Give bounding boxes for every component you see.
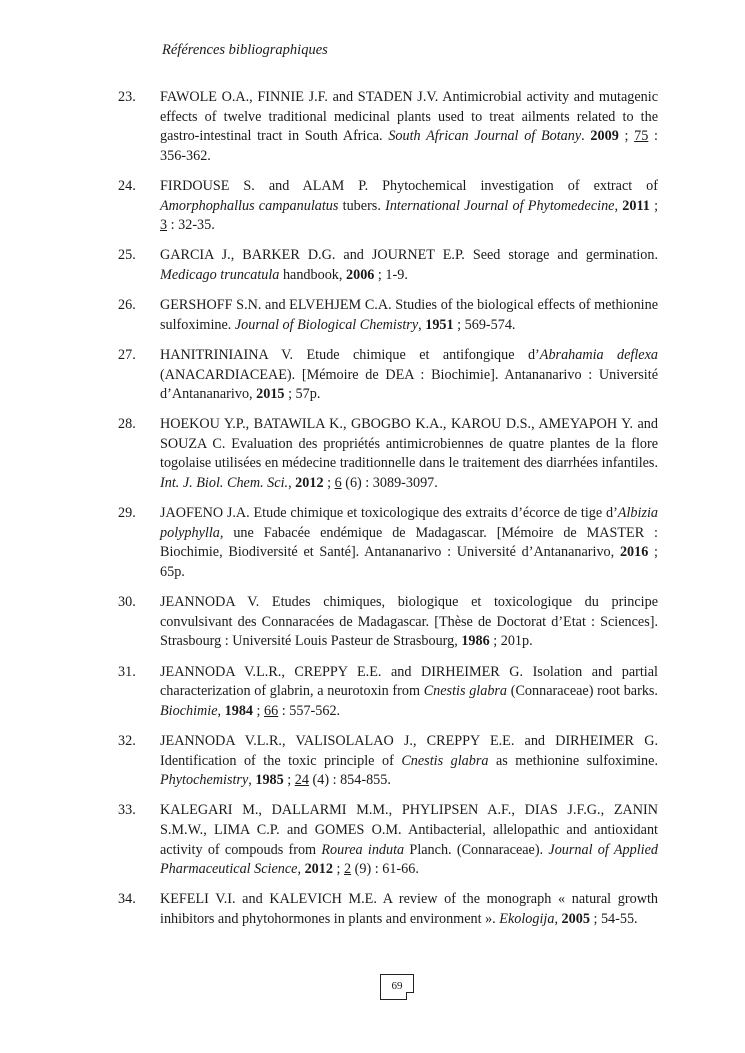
reference-number: 31. (118, 663, 136, 680)
reference-number: 27. (118, 346, 136, 363)
reference-text: , (418, 316, 426, 333)
reference-text: ; 54-55. (589, 910, 638, 927)
reference-italic-text: Journal of Applied Pharmaceutical Science (160, 841, 658, 878)
page-number-box (380, 974, 414, 1000)
reference-item (118, 593, 658, 652)
reference-text: KEFELI V.I. and KALEVICH M.E. A review of the monograph « natural growth inhibitors and phytohormones in plants and environment ». (160, 891, 658, 927)
reference-volume: 2 (344, 861, 352, 878)
reference-year: 1986 (461, 633, 490, 650)
reference-text: FAWOLE O.A., FINNIE J.F. and STADEN J.V. Antimicrobial activity and mutagenic effects of twelve traditional medicinal plants used to treat ailments related to the gastro-intestinal tract in South Africa. (160, 89, 658, 145)
reference-number: 28. (118, 416, 136, 433)
reference-text: ; (253, 702, 265, 719)
reference-text: , une Fabacée endémique de Madagascar. [Mémoire de MASTER : Biochimie, Biodiversité et Santé]. Antananarivo : Université d’Antananarivo, (160, 524, 658, 561)
reference-italic-text: Abrahamia deflexa (539, 346, 658, 363)
reference-text: ; 57p. (284, 386, 321, 403)
page-number: 69 (391, 980, 403, 992)
reference-item (118, 890, 658, 929)
reference-text: ; (332, 861, 344, 878)
page-corner-fold (406, 992, 414, 1000)
reference-year: 2012 (304, 861, 333, 878)
reference-text: : 557-562. (278, 702, 341, 719)
reference-number: 24. (118, 177, 136, 194)
reference-text: GERSHOFF S.N. and ELVEHJEM C.A. Studies of the biological effects of methionine sulfoximine. (160, 297, 658, 333)
reference-text: ; (323, 475, 335, 492)
reference-number: 30. (118, 594, 136, 611)
reference-year: 2009 (590, 128, 619, 145)
reference-text: tubers. (338, 197, 386, 214)
reference-item (118, 88, 658, 166)
reference-text: KALEGARI M., DALLARMI M.M., PHYLIPSEN A.F., DIAS J.F.G., ZANIN S.M.W., LIMA C.P. and GOMES O.M. Antibacterial, allelopathic and antioxidant activity of compouds from (160, 802, 658, 858)
reference-text: JAOFENO J.A. Etude chimique et toxicologique des extraits d’écorce de tige d’ (160, 505, 618, 522)
reference-text: ; (283, 772, 295, 789)
reference-text: : 356-362. (160, 128, 658, 164)
reference-number: 34. (118, 891, 136, 908)
reference-text: , (288, 475, 296, 492)
reference-year: 1984 (224, 702, 253, 719)
reference-italic-text: Cnestis glabra (423, 683, 508, 700)
reference-text: GARCIA J., BARKER D.G. and JOURNET E.P. Seed storage and germination. (160, 247, 658, 264)
reference-year: 2012 (295, 475, 324, 492)
reference-item (118, 346, 658, 405)
reference-number: 32. (118, 732, 136, 749)
reference-text: JEANNODA V.L.R., VALISOLALAO J., CREPPY E.E. and DIRHEIMER G. Identification of the toxic principle of (160, 732, 658, 769)
reference-number: 25. (118, 247, 136, 264)
reference-text: , (248, 772, 256, 789)
reference-item (118, 663, 658, 722)
reference-text: , (554, 910, 562, 927)
reference-text: (4) : 854-855. (308, 772, 391, 789)
reference-italic-text: Rourea induta (321, 841, 405, 858)
reference-item (118, 801, 658, 879)
reference-italic-text: Phytochemistry (160, 772, 249, 789)
reference-text: , (297, 861, 305, 878)
reference-item (118, 296, 658, 335)
reference-text: HOEKOU Y.P., BATAWILA K., GBOGBO K.A., KAROU D.S., AMEYAPOH Y. and SOUZA C. Evaluation des propriétés antimicrobiennes de quatre plantes de la flore togolaise utilisées en médecine traditionnelle dans le traitement des diarrhées infantiles. (160, 416, 658, 472)
reference-text: HANITRINIAINA V. Etude chimique et antifongique d’ (160, 346, 540, 363)
reference-text: ; 569-574. (453, 316, 516, 333)
reference-item (118, 504, 658, 582)
reference-text: (6) : 3089-3097. (341, 475, 438, 492)
reference-text: , (614, 197, 623, 214)
reference-volume: 6 (334, 475, 342, 492)
reference-number: 33. (118, 802, 136, 819)
reference-item (118, 732, 658, 791)
reference-volume: 66 (264, 702, 279, 719)
reference-text: ; 1-9. (374, 266, 408, 283)
reference-text: ; 201p. (489, 633, 533, 650)
reference-volume: 75 (634, 128, 649, 145)
reference-text: ; (649, 197, 659, 214)
reference-year: 1951 (425, 316, 454, 333)
reference-number: 29. (118, 505, 136, 522)
reference-text: FIRDOUSE S. and ALAM P. Phytochemical investigation of extract of (160, 177, 658, 194)
reference-text: (9) : 61-66. (351, 861, 419, 878)
reference-year: 1985 (255, 772, 284, 789)
reference-italic-text: Ekologija (499, 910, 555, 927)
reference-year: 2006 (346, 266, 375, 283)
reference-text: as methionine sulfoximine. (488, 752, 658, 769)
reference-italic-text: Amorphophallus campanulatus (160, 197, 339, 214)
reference-text: ; 65p. (160, 544, 658, 581)
reference-text: Planch. (Connaraceae). (404, 841, 549, 858)
reference-text: JEANNODA V. Etudes chimiques, biologique et toxicologique du principe convulsivant des Connaracées de Madagascar. [Thèse de Doctorat d’Etat : Sciences]. Strasbourg : Université Louis Pasteur de Strasbourg, (160, 594, 658, 650)
reference-text: , (217, 702, 225, 719)
reference-italic-text: Medicago truncatula (160, 266, 280, 283)
reference-text: JEANNODA V.L.R., CREPPY E.E. and DIRHEIMER G. Isolation and partial characterization of glabrin, a neurotoxin from (160, 663, 658, 700)
reference-text: (ANACARDIACEAE). [Mémoire de DEA : Biochimie]. Antananarivo : Université d’Antananarivo, (160, 366, 658, 403)
reference-italic-text: Biochimie (160, 702, 218, 719)
reference-italic-text: Journal of Biological Chemistry (234, 316, 419, 333)
reference-italic-text: Albizia polyphylla (160, 505, 658, 541)
reference-item (118, 246, 658, 285)
reference-list (118, 88, 658, 940)
reference-volume: 3 (160, 217, 168, 234)
reference-year: 2016 (619, 544, 649, 561)
reference-italic-text: Int. J. Biol. Chem. Sci. (160, 475, 289, 492)
reference-number: 26. (118, 297, 136, 314)
reference-italic-text: Cnestis glabra (401, 752, 489, 769)
reference-item (118, 415, 658, 493)
section-header: Références bibliographiques (162, 42, 328, 58)
reference-item (118, 177, 658, 236)
reference-text: ; (618, 128, 635, 145)
reference-year: 2005 (561, 910, 590, 927)
reference-italic-text: International Journal of Phytomedecine (385, 197, 615, 214)
reference-text: (Connaraceae) root barks. (507, 683, 658, 700)
reference-text: handbook, (279, 266, 346, 283)
reference-text: . (581, 128, 591, 145)
reference-volume: 24 (294, 772, 309, 789)
reference-number: 23. (118, 89, 136, 105)
reference-italic-text: South African Journal of Botany (388, 128, 582, 145)
reference-year: 2015 (256, 386, 285, 403)
reference-text: : 32-35. (167, 217, 215, 234)
reference-year: 2011 (622, 197, 650, 214)
